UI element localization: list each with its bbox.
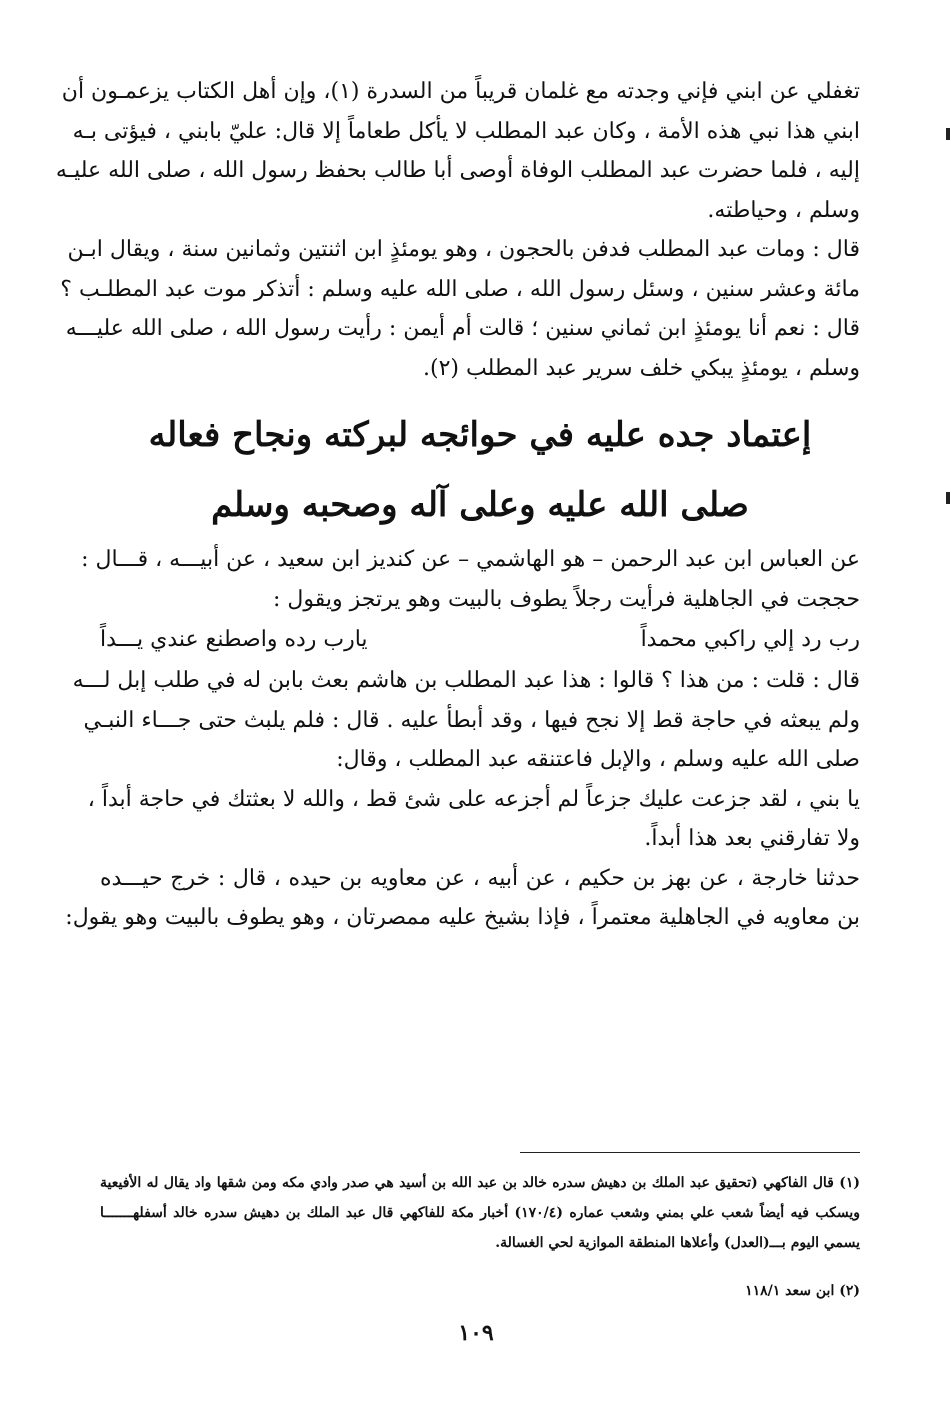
text-line: قال : قلت : من هذا ؟ قالوا : هذا عبد المطلب بن هاشم بعث بابن له في طلب إبل لـــه [72, 668, 860, 693]
text-line: تغفلي عن ابني فإني وجدته مع غلمان قريباً من السدرة (١)، وإن أهل الكتاب يزعمـون أن [61, 79, 860, 104]
text-line: ولا تفارقني بعد هذا أبداً. [644, 826, 860, 851]
footnote-2: (٢) ابن سعد ١١٨/١ [745, 1283, 860, 1299]
poem-verse [100, 619, 860, 661]
text-line: وسلم ، يومئذٍ يبكي خلف سرير عبد المطلب (٢). [423, 355, 860, 381]
text-line: عن العباس ابن عبد الرحمن – هو الهاشمي – عن كنديز ابن سعيد ، عن أبيـــه ، قـــال : [81, 547, 860, 572]
text-line: وسلم ، وحياطته. [707, 197, 860, 223]
verse-second-hemistich: يارب رده واصطنع عندي يـــداً [100, 627, 368, 652]
body-text [55, 72, 860, 938]
footnote-1-line: (١) قال الفاكهي (تحقيق عبد الملك بن دهيش سدره خالد بن عبد الله بن أسيد هي صدر وادي مكه ومن شقها واد يقال له الأفيعية [100, 1175, 860, 1191]
text-line: بن معاويه في الجاهلية معتمراً ، فإذا بشيخ عليه ممصرتان ، وهو يطوف بالبيت وهو يقول: [65, 905, 860, 930]
section-heading-line-2: صلى الله عليه وعلى آله وصحبه وسلم [211, 485, 749, 525]
scan-edge-mark [946, 128, 950, 140]
verse-first-hemistich: رب رد إلي راكبي محمداً [640, 627, 860, 652]
footnote-separator [520, 1152, 860, 1153]
text-line: قال : ومات عبد المطلب فدفن بالحجون ، وهو يومئذٍ ابن اثنتين وثمانين سنة ، ويقال ابـن [67, 237, 860, 262]
footnotes [100, 1168, 860, 1306]
page-number: ١٠٩ [458, 1320, 494, 1346]
text-line: قال : نعم أنا يومئذٍ ابن ثماني سنين ؛ قالت أم أيمن : رأيت رسول الله ، صلى الله عليـــه [65, 316, 860, 341]
text-line: حججت في الجاهلية فرأيت رجلاً يطوف بالبيت وهو يرتجز ويقول : [273, 586, 860, 612]
text-line: حدثنا خارجة ، عن بهز بن حكيم ، عن أبيه ، عن معاويه بن حيده ، قال : خرج حيـــده [100, 865, 860, 891]
footnote-1-line: يسمي اليوم بـــ(العدل) وأعلاها المنطقة الموازية لحي الغسالة. [495, 1235, 860, 1251]
scan-edge-mark [946, 492, 950, 504]
text-line: يا بني ، لقد جزعت عليك جزعاً لم أجزعه على شئ قط ، والله لا بعثتك في حاجة أبداً ، [87, 786, 860, 812]
text-line: ابني هذا نبي هذه الأمة ، وكان عبد المطلب لا يأكل طعاماً إلا قال: عليّ بابني ، فيؤتى بـه [72, 118, 860, 144]
section-heading-line-1: إعتماد جده عليه في حوائجه لبركته ونجاح فعاله [148, 415, 812, 455]
footnote-1-line: ويسكب فيه أيضاً شعب علي بمني وشعب عماره (١٧٠/٤) أخبار مكة للفاكهي قال عبد الملك بن دهيش سدره خالد أسفلهـــــــا [100, 1205, 860, 1221]
text-line: ولم يبعثه في حاجة قط إلا نجح فيها ، وقد أبطأ عليه . قال : فلم يلبث حتى جـــاء النبـي [83, 707, 860, 733]
text-line: صلى الله عليه وسلم ، والإبل فاعتنقه عبد المطلب ، وقال: [336, 747, 860, 772]
text-line: إليه ، فلما حضرت عبد المطلب الوفاة أوصى أبا طالب بحفظ رسول الله ، صلى الله عليـه [55, 158, 860, 183]
text-line: مائة وعشر سنين ، وسئل رسول الله ، صلى الله عليه وسلم : أتذكر موت عبد المطلـب ؟ [60, 276, 860, 302]
